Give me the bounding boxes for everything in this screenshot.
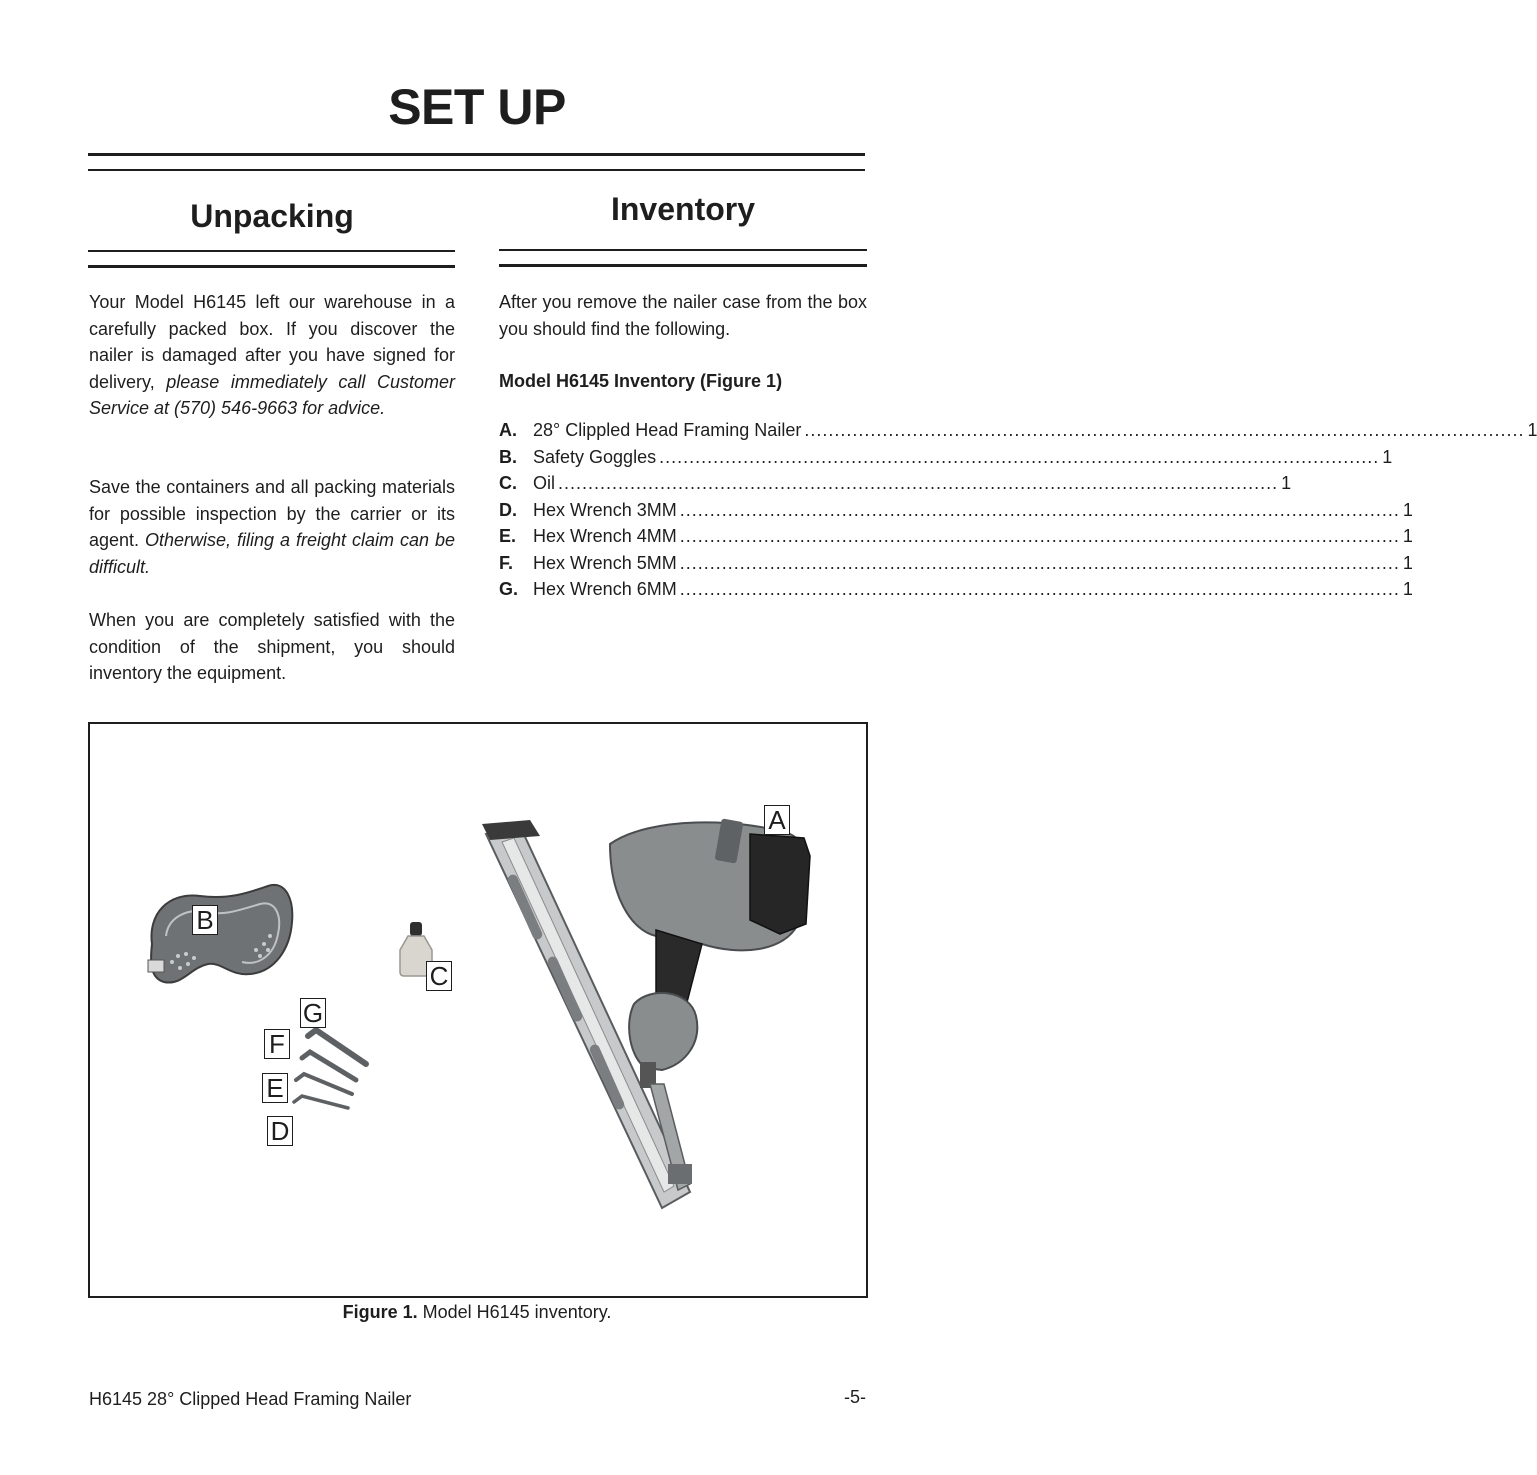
unpacking-p2-italic: Otherwise, filing a freight claim can be difficult. xyxy=(89,530,456,577)
inventory-item-letter: F. xyxy=(499,552,514,573)
framing-nailer-image xyxy=(482,818,810,1208)
inventory-item-leader: ........................................................................................................................ xyxy=(679,526,1400,546)
callout-b: B xyxy=(192,905,218,935)
inventory-item-leader: ........................................................................................................................ xyxy=(679,552,1400,573)
figure-frame xyxy=(88,722,868,1298)
inventory-item-letter: G. xyxy=(499,579,519,599)
inventory-item-leader: ........................................................................................................................ xyxy=(804,420,1525,440)
unpacking-paragraph-1 xyxy=(89,289,455,422)
inventory-item-name: Hex Wrench 5MM xyxy=(533,552,677,573)
safety-goggles-image xyxy=(148,885,292,983)
unpacking-p1-italic: please immediately call Customer Service at (570) 546-9663 for advice. xyxy=(89,371,455,418)
inventory-rule-top xyxy=(499,249,867,251)
inventory-item xyxy=(499,499,1413,526)
title-rule-top xyxy=(88,153,865,156)
callout-a: A xyxy=(764,805,790,835)
inventory-item-leader: ........................................................................................................................ xyxy=(558,473,1279,493)
inventory-item xyxy=(499,446,1393,473)
inventory-item xyxy=(499,420,1537,446)
inventory-item-letter: E. xyxy=(499,526,517,546)
inventory-item-leader: ........................................................................................................................ xyxy=(679,499,1400,520)
footer-page-number: -5- xyxy=(844,1387,866,1407)
inventory-heading: Inventory xyxy=(610,191,756,227)
title-rule-bottom xyxy=(88,169,865,171)
unpacking-paragraph-2 xyxy=(89,474,455,580)
unpacking-rule-bottom xyxy=(88,265,455,268)
inventory-item-name: Oil xyxy=(533,473,555,493)
figure-illustration xyxy=(90,724,866,1296)
callout-d: D xyxy=(267,1116,293,1146)
inventory-item-letter: A. xyxy=(499,420,517,440)
unpacking-p1-text: Your Model H6145 left our warehouse in a carefully packed box. If you discover the nailer is damaged after you have signed for delivery, xyxy=(89,292,455,392)
unpacking-paragraph-3: When you are completely satisfied with the condition of the shipment, you should inventory the equipment. xyxy=(89,610,455,683)
unpacking-heading: Unpacking xyxy=(190,198,354,234)
inventory-item-name: Hex Wrench 3MM xyxy=(533,499,677,520)
callout-f: F xyxy=(264,1029,290,1059)
inventory-item-name: 28° Clippled Head Framing Nailer xyxy=(533,420,802,440)
inventory-item-letter: D. xyxy=(499,499,517,520)
footer-product-name: H6145 28° Clipped Head Framing Nailer xyxy=(89,1389,412,1409)
unpacking-rule-top xyxy=(88,250,455,252)
inventory-item-name: Safety Goggles xyxy=(533,446,657,467)
inventory-item-letter: C. xyxy=(499,473,517,493)
figure-caption xyxy=(0,1302,954,1323)
inventory-item-count: 1 xyxy=(1382,446,1393,467)
callout-c: C xyxy=(426,961,452,991)
inventory-intro: After you remove the nailer case from the box you should find the following. xyxy=(499,292,867,339)
inventory-item xyxy=(499,473,1292,499)
callout-e: E xyxy=(262,1073,288,1103)
inventory-item xyxy=(499,552,1413,579)
inventory-item-count: 1 xyxy=(1402,526,1413,546)
figure-caption-label: Figure 1. xyxy=(342,1302,418,1322)
inventory-subheading: Model H6145 Inventory (Figure 1) xyxy=(499,371,783,391)
inventory-item-leader: ........................................................................................................................ xyxy=(679,579,1400,599)
hex-wrenches-image xyxy=(294,1030,366,1108)
inventory-item-count: 1 xyxy=(1402,579,1413,599)
inventory-item-leader: ........................................................................................................................ xyxy=(659,446,1380,467)
inventory-item xyxy=(499,579,1413,605)
page-title: SET UP xyxy=(388,79,566,135)
inventory-item-name: Hex Wrench 6MM xyxy=(533,579,677,599)
inventory-item-count: 1 xyxy=(1402,552,1413,573)
callout-g: G xyxy=(300,998,326,1028)
inventory-item-name: Hex Wrench 4MM xyxy=(533,526,677,546)
inventory-item-count: 1 xyxy=(1281,473,1292,493)
figure-caption-text: Model H6145 inventory. xyxy=(417,1302,612,1322)
inventory-item-letter: B. xyxy=(499,446,517,467)
inventory-item-count: 1 xyxy=(1402,499,1413,520)
inventory-rule-bottom xyxy=(499,264,867,267)
inventory-item xyxy=(499,526,1413,552)
unpacking-p2-text: Save the containers and all packing materials for possible inspection by the carrier or its agent. xyxy=(89,477,455,550)
inventory-item-count: 1 xyxy=(1527,420,1537,440)
